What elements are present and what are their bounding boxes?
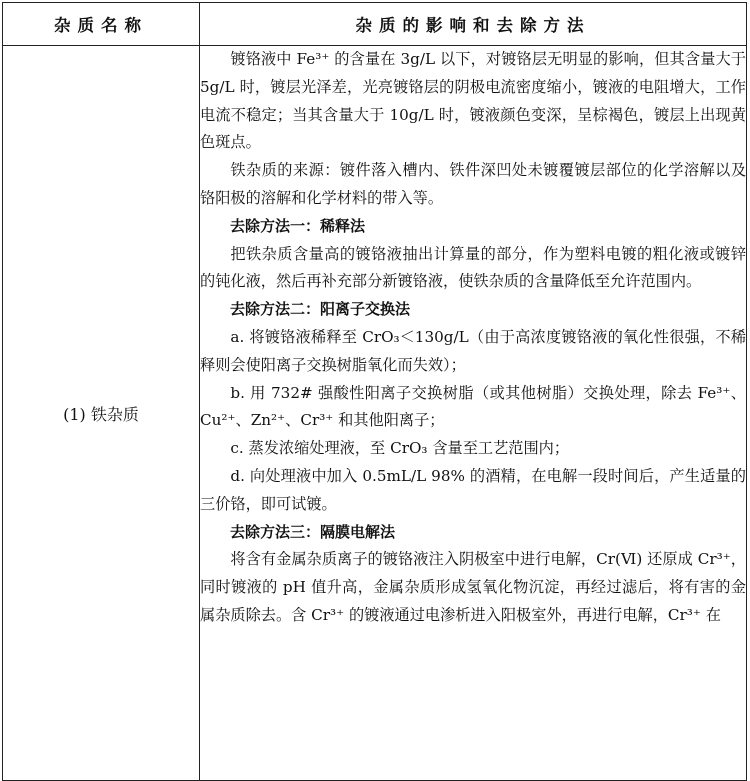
impurity-name-cell: (1) 铁杂质 [3, 46, 200, 781]
table-row [3, 46, 747, 781]
paragraph: d. 向处理液中加入 0.5mL/L 98% 的酒精，在电解一段时间后，产生适量的三价铬，即可试镀。 [200, 466, 746, 513]
paragraph: 把铁杂质含量高的镀铬液抽出计算量的部分，作为塑料电镀的粗化液或镀锌的钝化液，然后再补充部分新镀铬液，使铁杂质的含量降低至允许范围内。 [200, 244, 746, 291]
description-cell [200, 46, 747, 781]
header-row [3, 3, 747, 46]
paragraph-list [200, 46, 746, 630]
method-heading: 去除方法一：稀释法 [230, 216, 366, 235]
paragraph: c. 蒸发浓缩处理液，至 CrO₃ 含量至工艺范围内； [230, 439, 570, 458]
paragraph: a. 将镀铬液稀释至 CrO₃＜130g/L（由于高浓度镀铬液的氧化性很强，不稀释则会使阳离子交换树脂氧化而失效）； [200, 327, 746, 374]
header-effect-and-removal: 杂质的影响和去除方法 [200, 3, 747, 46]
impurity-table [2, 2, 747, 781]
paragraph: 铁杂质的来源：镀件落入槽内、铁件深凹处未镀覆镀层部位的化学溶解以及铬阳极的溶解和化学材料的带入等。 [200, 161, 746, 207]
method-heading: 去除方法三：隔膜电解法 [230, 522, 396, 541]
paragraph: b. 用 732# 强酸性阳离子交换树脂（或其他树脂）交换处理，除去 Fe³⁺、Cu²⁺、Zn²⁺、Cr³⁺ 和其他阳离子； [200, 383, 746, 430]
paragraph: 将含有金属杂质离子的镀铬液注入阴极室中进行电解，Cr(Ⅵ) 还原成 Cr³⁺，同时镀液的 pH 值升高，金属杂质形成氢氧化物沉淀，再经过滤后，将有害的金属杂质除去。含 Cr³⁺ 的镀液通过电渗析进入阳极室外，再进行电解，Cr³⁺ 在 [200, 550, 746, 624]
header-impurity-name: 杂质名称 [3, 3, 200, 46]
method-heading: 去除方法二：阳离子交换法 [230, 300, 411, 319]
paragraph: 镀铬液中 Fe³⁺ 的含量在 3g/L 以下，对镀铬层无明显的影响，但其含量大于 5g/L 时，镀层光泽差，光亮镀铬层的阴极电流密度缩小，镀液的电阻增大，工作电流不稳定；当其含量大于 10g/L 时，镀液颜色变深，呈棕褐色，镀层上出现黄色斑点。 [200, 50, 746, 152]
